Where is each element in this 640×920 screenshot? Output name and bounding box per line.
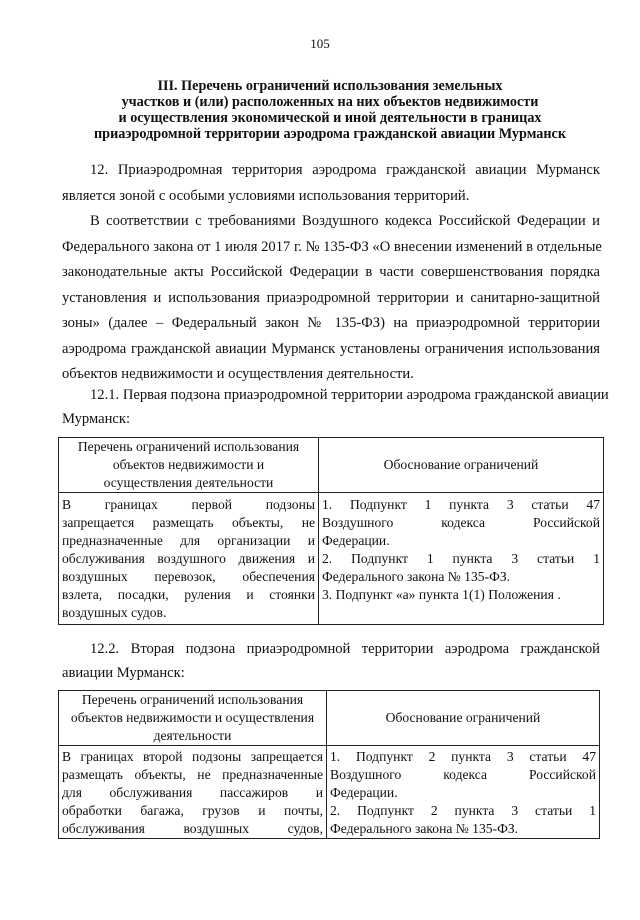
cell-line: воздушных судов. (62, 605, 167, 620)
cell-line: 3. Подпункт «а» пункта 1(1) Положения . (322, 587, 561, 602)
table-row (59, 493, 604, 625)
restrictions-table-subzone-1 (58, 437, 604, 625)
paragraph-line: В соответствии с требованиями Воздушного кодекса Российской Федерации и (90, 213, 600, 229)
cell-line: обслуживания воздушного движения и (62, 551, 315, 566)
paragraph-line: аэродрома гражданской авиации Мурманск установлены ограничения использования (62, 340, 600, 357)
cell-line: взлета, посадки, руления и стоянки (62, 587, 315, 602)
paragraph-line: объектов недвижимости и осуществления деятельности. (62, 366, 414, 382)
paragraph-line: является зоной с особыми условиями использования территорий. (62, 187, 470, 204)
cell-line: 2. Подпункт 2 пункта 3 статьи 1 (330, 803, 596, 818)
paragraph-line: 12.1. Первая подзона приаэродромной территории аэродрома гражданской авиации (90, 387, 609, 403)
cell-line: Воздушного кодекса Российской (322, 515, 600, 530)
cell-line: обработки багажа, грузов и почты, (62, 803, 323, 818)
cell-line: предназначенные для организации и (62, 533, 315, 548)
table-header-justification: Обоснование ограничений (327, 691, 600, 746)
page-number: 105 (310, 36, 330, 51)
heading-line: и осуществления экономической и иной деятельности в границах (118, 110, 542, 126)
section-heading (60, 78, 600, 142)
cell-line: В границах второй подзоны запрещается (62, 749, 323, 764)
cell-line: воздушных перевозок, обеспечения (62, 569, 315, 584)
justification-cell (327, 746, 600, 839)
cell-line: Федерации. (322, 533, 390, 548)
cell-line: обслуживания воздушных судов, (62, 821, 323, 836)
justification-cell (319, 493, 604, 625)
header-line: деятельности (153, 728, 232, 743)
header-line: объектов недвижимости и осуществления (70, 710, 315, 725)
table-header-restrictions (59, 438, 319, 493)
cell-line: 1. Подпункт 1 пункта 3 статьи 47 (322, 497, 600, 512)
header-line: осуществления деятельности (103, 475, 274, 490)
paragraph-12-conformity (62, 209, 600, 388)
header-line: Перечень ограничений использования (81, 692, 304, 707)
paragraph-12-1 (62, 383, 609, 431)
heading-line: приаэродромной территории аэродрома гражданской авиации Мурманск (94, 126, 566, 142)
table-header-row (59, 691, 600, 746)
table-header-row (59, 438, 604, 493)
paragraph-line: зоны» (далее – Федеральный закон № 135-ФЗ) на приаэродромной территории (62, 315, 600, 331)
cell-line: Федерального закона № 135-ФЗ. (330, 821, 519, 836)
cell-line: запрещается размещать объекты, не (62, 515, 315, 530)
table-header-justification: Обоснование ограничений (319, 438, 604, 493)
paragraph-line: Мурманск: (62, 411, 131, 427)
paragraph-line: установления и использования приаэродромной территории и санитарно-защитной (62, 289, 600, 306)
header-line: объектов недвижимости и (112, 457, 265, 472)
heading-line: участков и (или) расположенных на них объектов недвижимости (121, 94, 539, 110)
cell-line: для обслуживания пассажиров и (62, 785, 323, 800)
paragraph-12-2 (62, 637, 600, 685)
cell-line: размещать объекты, не предназначенные (62, 767, 323, 782)
cell-line: В границах первой подзоны (62, 497, 315, 512)
heading-line: III. Перечень ограничений использования земельных (157, 78, 503, 94)
paragraph-line: Федерального закона от 1 июля 2017 г. № 135-ФЗ «О внесении изменений в отдельные (62, 238, 602, 255)
header-line: Перечень ограничений использования (77, 439, 300, 454)
paragraph-12 (62, 158, 600, 209)
cell-line: Федерального закона № 135-ФЗ. (322, 569, 511, 584)
paragraph-line: авиации Мурманск: (62, 665, 185, 681)
table-row (59, 746, 600, 839)
restriction-cell (59, 493, 319, 625)
paragraph-line: законодательные акты Российской Федерации в части совершенствования порядка (62, 264, 600, 280)
restriction-cell (59, 746, 327, 839)
paragraph-line: 12. Приаэродромная территория аэродрома гражданской авиации Мурманск (90, 162, 600, 178)
cell-line: 1. Подпункт 2 пункта 3 статьи 47 (330, 749, 596, 764)
cell-line: 2. Подпункт 1 пункта 3 статьи 1 (322, 551, 600, 566)
table-header-restrictions (59, 691, 327, 746)
restrictions-table-subzone-2 (58, 690, 600, 839)
cell-line: Федерации. (330, 785, 398, 800)
paragraph-line: 12.2. Вторая подзона приаэродромной территории аэродрома гражданской (90, 641, 600, 657)
cell-line: Воздушного кодекса Российской (330, 767, 596, 782)
